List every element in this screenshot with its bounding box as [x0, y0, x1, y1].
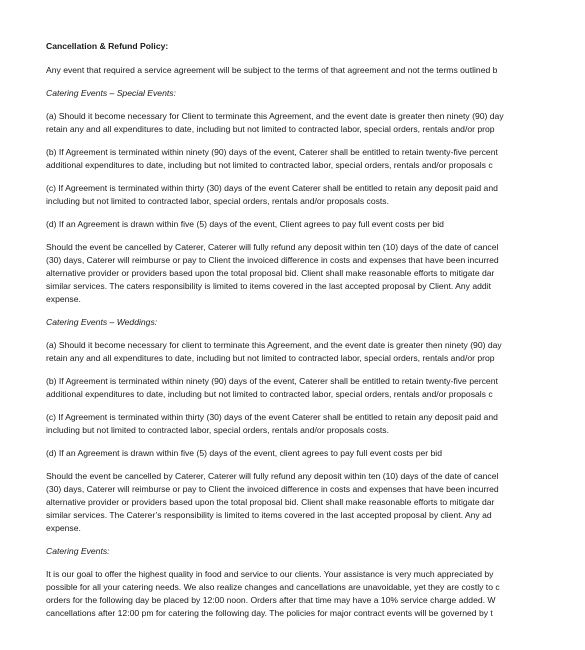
special-clause-b-line-1: (b) If Agreement is terminated within ninety (90) days of the event, Caterer shall be entitled to retain twenty-five percent	[46, 147, 498, 157]
weddings-cancel-line-2: (30) days, Caterer will reimburse or pay to Client the invoiced difference in costs and expenses that have been incurred	[46, 484, 499, 494]
weddings-clause-c-line-1: (c) If Agreement is terminated within thirty (30) days of the event Caterer shall be entitled to retain any deposit paid and	[46, 412, 498, 422]
special-clause-d	[46, 218, 585, 231]
catering-body-line-3: orders for the following day be placed by 12:00 noon. Orders after that time may have a 10% service charge added. W	[46, 595, 496, 605]
special-clause-d-line-1: (d) If an Agreement is drawn within five (5) days of the event, Client agrees to pay full event costs per bid	[46, 219, 444, 229]
special-clause-a-line-2: retain any and all expenditures to date, including but not limited to contracted labor, special orders, rentals and/or prop	[46, 124, 495, 134]
weddings-clause-d	[46, 447, 585, 460]
weddings-cancel-line-4: similar services. The Caterer’s responsibility is limited to items covered in the last accepted proposal by client. Any ad	[46, 510, 492, 520]
special-clause-c-line-1: (c) If Agreement is terminated within thirty (30) days of the event Caterer shall be entitled to retain any deposit paid and	[46, 183, 498, 193]
weddings-cancel-paragraph	[46, 470, 585, 535]
special-cancel-line-3: alternative provider or providers based upon the total proposal bid. Client shall make reasonable efforts to mitigate dar	[46, 268, 495, 278]
intro-paragraph: Any event that required a service agreement will be subject to the terms of that agreement and not the terms outlined b	[46, 65, 498, 75]
special-cancel-line-4: similar services. The caters responsibility is limited to items covered in the last accepted proposal by Client. Any addit	[46, 281, 492, 291]
weddings-clause-c-line-2: including but not limited to contracted labor, special orders, rentals and/or proposals costs.	[46, 425, 389, 435]
special-cancel-line-1: Should the event be cancelled by Caterer, Caterer will fully refund any deposit within ten (10) days of the date of cancel	[46, 242, 499, 252]
special-clause-b	[46, 146, 585, 172]
weddings-clause-c	[46, 411, 585, 437]
weddings-clause-a-line-2: retain any and all expenditures to date, including but not limited to contracted labor, special orders, rentals and/or prop	[46, 353, 495, 363]
weddings-cancel-line-5: expense.	[46, 523, 81, 533]
special-clause-c	[46, 182, 585, 208]
special-clause-b-line-2: additional expenditures to date, including but not limited to contracted labor, special orders, rentals and/or proposals c	[46, 160, 493, 170]
weddings-clause-d-line-1: (d) If an Agreement is drawn within five (5) days of the event, client agrees to pay full event costs per bid	[46, 448, 442, 458]
special-clause-a-line-1: (a) Should it become necessary for Client to terminate this Agreement, and the event date is greater then ninety (90) day	[46, 111, 504, 121]
special-clause-a	[46, 110, 585, 136]
weddings-clause-a-line-1: (a) Should it become necessary for client to terminate this Agreement, and the event date is greater then ninety (90) day	[46, 340, 502, 350]
weddings-clause-b	[46, 375, 585, 401]
weddings-cancel-line-3: alternative provider or providers based upon the total proposal bid. Client shall make reasonable efforts to mitigate dar	[46, 497, 495, 507]
special-events-heading: Catering Events – Special Events:	[46, 88, 176, 98]
special-cancel-paragraph	[46, 241, 585, 306]
weddings-clause-b-line-1: (b) If Agreement is terminated within ninety (90) days of the event, Caterer shall be entitled to retain twenty-five percent	[46, 376, 498, 386]
catering-events-heading: Catering Events:	[46, 546, 110, 556]
special-cancel-line-2: (30) days, Caterer will reimburse or pay to Client the invoiced difference in costs and expenses that have been incurred	[46, 255, 499, 265]
weddings-cancel-line-1: Should the event be cancelled by Caterer, Caterer will fully refund any deposit within ten (10) days of the date of cancel	[46, 471, 499, 481]
catering-body-line-1: It is our goal to offer the highest quality in food and service to our clients. Your assistance is very much appreciated by	[46, 569, 494, 579]
catering-body-line-4: cancellations after 12:00 pm for catering the following day. The policies for major contract events will be governed by t	[46, 608, 493, 618]
weddings-clause-b-line-2: additional expenditures to date, including but not limited to contracted labor, special orders, rentals and/or proposals c	[46, 389, 493, 399]
weddings-heading: Catering Events – Weddings:	[46, 317, 158, 327]
policy-document	[46, 40, 585, 630]
catering-body-line-2: possible for all your catering needs. We also realize changes and cancellations are unavoidable, yet they are costly to c	[46, 582, 500, 592]
weddings-clause-a	[46, 339, 585, 365]
catering-body-paragraph	[46, 568, 585, 620]
special-clause-c-line-2: including but not limited to contracted labor, special orders, rentals and/or proposals costs.	[46, 196, 389, 206]
document-title: Cancellation & Refund Policy:	[46, 41, 169, 51]
special-cancel-line-5: expense.	[46, 294, 81, 304]
